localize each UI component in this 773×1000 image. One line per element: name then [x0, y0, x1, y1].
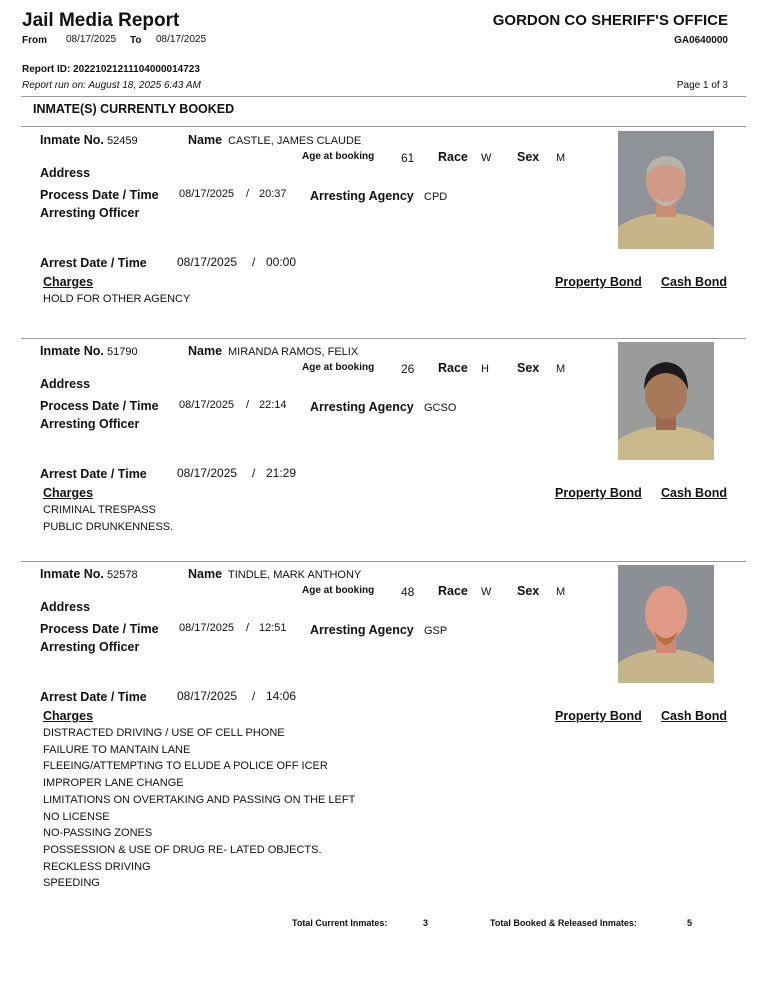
from-label: From — [22, 35, 47, 46]
page-number: Page 1 of 3 — [676, 80, 728, 91]
address-label: Address — [40, 377, 91, 391]
process-sep: / — [246, 399, 250, 411]
arresting-agency: CPD — [424, 191, 448, 203]
arrest-date: 08/17/2025 — [177, 466, 238, 480]
arresting-agency-label: Arresting Agency — [310, 623, 414, 637]
charge-item: CRIMINAL TRESPASS — [43, 504, 156, 516]
charges-list — [43, 725, 355, 892]
charge-item: SPEEDING — [43, 877, 100, 890]
arrest-label: Arrest Date / Time — [40, 467, 147, 481]
charge-item: LIMITATIONS ON OVERTAKING AND PASSING ON THE LEFT — [43, 793, 356, 806]
charges-list — [43, 502, 173, 535]
to-label: To — [130, 35, 142, 46]
race-label: Race — [438, 150, 468, 164]
arrest-time: 14:06 — [266, 689, 297, 703]
charge-item: FAILURE TO MANTAIN LANE — [43, 743, 191, 756]
address-label: Address — [40, 166, 91, 180]
arrest-sep: / — [252, 689, 256, 703]
arrest-label: Arrest Date / Time — [40, 690, 147, 704]
inmate-sex: M — [556, 363, 566, 375]
arrest-time: 21:29 — [266, 466, 297, 480]
arresting-agency: GSP — [424, 625, 448, 637]
inmate-race: W — [481, 152, 492, 164]
inmate-name: MIRANDA RAMOS, FELIX — [228, 346, 359, 358]
process-sep: / — [246, 188, 250, 200]
inmate-sex: M — [556, 152, 566, 164]
race-label: Race — [438, 584, 468, 598]
arrest-sep: / — [252, 466, 256, 480]
inmate-no-label: Inmate No. — [40, 567, 104, 581]
name-label: Name — [188, 133, 223, 147]
arrest-label: Arrest Date / Time — [40, 256, 147, 270]
inmate-age: 48 — [401, 585, 415, 599]
person-silhouette-icon — [618, 342, 714, 460]
inmate-race: W — [481, 586, 492, 598]
process-date: 08/17/2025 — [179, 188, 235, 200]
charge-item: HOLD FOR OTHER AGENCY — [43, 293, 191, 305]
process-label: Process Date / Time — [40, 188, 159, 202]
total-current-value: 3 — [423, 918, 429, 928]
inmate-no-label: Inmate No. — [40, 344, 104, 358]
sex-label: Sex — [517, 584, 540, 598]
arrest-sep: / — [252, 255, 256, 269]
from-date: 08/17/2025 — [66, 34, 117, 45]
race-label: Race — [438, 361, 468, 375]
process-time: 12:51 — [259, 622, 287, 634]
mugshot-photo — [618, 131, 714, 249]
mugshot-photo — [618, 342, 714, 460]
age-label: Age at booking — [302, 362, 375, 373]
charge-item: NO LICENSE — [43, 810, 110, 823]
inmate-race: H — [481, 363, 489, 375]
age-label: Age at booking — [302, 151, 375, 162]
person-silhouette-icon — [618, 565, 714, 683]
arresting-agency-label: Arresting Agency — [310, 189, 414, 203]
charges-label: Charges — [43, 709, 94, 723]
arrest-time: 00:00 — [266, 255, 297, 269]
agency-name: GORDON CO SHERIFF'S OFFICE — [492, 12, 728, 29]
sex-label: Sex — [517, 361, 540, 375]
to-date: 08/17/2025 — [156, 34, 207, 45]
charges-label: Charges — [43, 275, 94, 289]
total-current-label: Total Current Inmates: — [292, 918, 388, 928]
charge-item: RECKLESS DRIVING — [43, 860, 151, 873]
arresting-officer-label: Arresting Officer — [40, 640, 140, 654]
report-id: Report ID: 20221021211104000014723 — [22, 64, 200, 75]
inmate-name: CASTLE, JAMES CLAUDE — [228, 135, 362, 147]
section-divider — [21, 126, 746, 127]
arrest-date: 08/17/2025 — [177, 689, 238, 703]
total-released-value: 5 — [687, 918, 693, 928]
charge-item: POSSESSION & USE OF DRUG RE- LATED OBJECTS. — [43, 843, 322, 856]
header-divider — [21, 96, 746, 97]
charge-item: FLEEING/ATTEMPTING TO ELUDE A POLICE OFF ICER — [43, 760, 328, 773]
arresting-officer-label: Arresting Officer — [40, 417, 140, 431]
record-divider — [21, 561, 746, 562]
inmate-age: 61 — [401, 151, 415, 165]
name-label: Name — [188, 567, 223, 581]
property-bond-label: Property Bond — [555, 486, 642, 500]
inmate-number: 52578 — [107, 569, 138, 581]
total-released-label: Total Booked & Released Inmates: — [490, 918, 637, 928]
process-label: Process Date / Time — [40, 399, 159, 413]
age-label: Age at booking — [302, 585, 375, 596]
process-sep: / — [246, 622, 250, 634]
cash-bond-label: Cash Bond — [661, 486, 727, 500]
section-title: INMATE(S) CURRENTLY BOOKED — [33, 102, 235, 116]
person-silhouette-icon — [618, 131, 714, 249]
inmate-age: 26 — [401, 362, 415, 376]
arresting-agency: GCSO — [424, 402, 457, 414]
process-time: 22:14 — [259, 399, 287, 411]
record-divider — [21, 338, 746, 339]
mugshot-photo — [618, 565, 714, 683]
charges-label: Charges — [43, 486, 94, 500]
ori-code: GA0640000 — [674, 35, 728, 46]
report-run-on: Report run on: August 18, 2025 6:43 AM — [22, 80, 201, 91]
inmate-sex: M — [556, 586, 566, 598]
property-bond-label: Property Bond — [555, 709, 642, 723]
process-date: 08/17/2025 — [179, 399, 235, 411]
report-title: Jail Media Report — [22, 10, 180, 31]
arresting-agency-label: Arresting Agency — [310, 400, 414, 414]
inmate-number: 52459 — [107, 135, 138, 147]
address-label: Address — [40, 600, 91, 614]
inmate-number: 51790 — [107, 346, 138, 358]
sex-label: Sex — [517, 150, 540, 164]
name-label: Name — [188, 344, 223, 358]
arrest-date: 08/17/2025 — [177, 255, 238, 269]
process-time: 20:37 — [259, 188, 287, 200]
charge-item: NO-PASSING ZONES — [43, 827, 153, 840]
inmate-no-label: Inmate No. — [40, 133, 104, 147]
inmate-name: TINDLE, MARK ANTHONY — [228, 569, 362, 581]
charge-item: IMPROPER LANE CHANGE — [43, 777, 184, 790]
arresting-officer-label: Arresting Officer — [40, 206, 140, 220]
cash-bond-label: Cash Bond — [661, 709, 727, 723]
charge-item: DISTRACTED DRIVING / USE OF CELL PHONE — [43, 727, 285, 739]
charges-list — [43, 291, 190, 308]
property-bond-label: Property Bond — [555, 275, 642, 289]
charge-item: PUBLIC DRUNKENNESS. — [43, 520, 174, 533]
process-date: 08/17/2025 — [179, 622, 235, 634]
cash-bond-label: Cash Bond — [661, 275, 727, 289]
process-label: Process Date / Time — [40, 622, 159, 636]
